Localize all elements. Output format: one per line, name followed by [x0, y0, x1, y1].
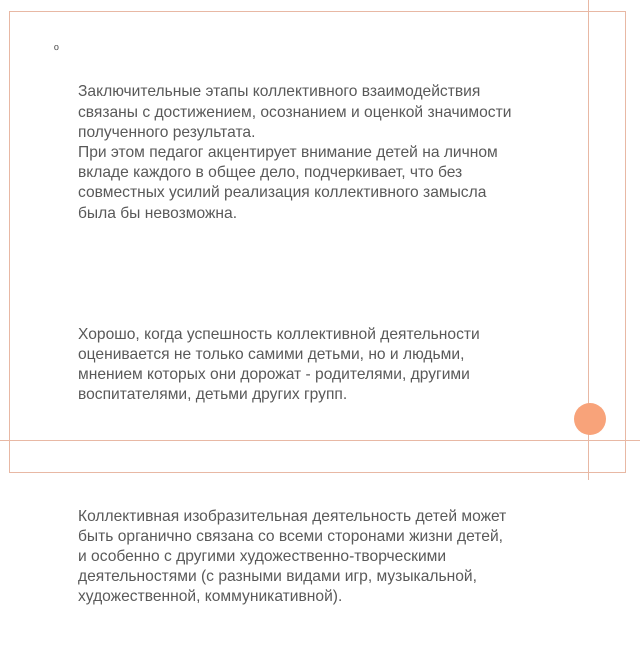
slide-content	[54, 42, 574, 648]
paragraph-spacer	[78, 446, 574, 466]
paragraph-3: Коллективная изобразительная деятельность детей может быть органично связана со всеми сторонами жизни детей, и особенно с другими художественно-творческими деятельностями (с разными видами игр, музыкальной, художественной, коммуникативной).	[78, 507, 507, 606]
paragraph-1: Заключительные этапы коллективного взаимодействия связаны с достижением, осознанием и оценкой значимости полученного результата. При этом педагог акцентирует внимание детей на личном вкладе каждого в общее дело, подчеркивает, что без совместных усилий реализация коллективного замысла была бы невозможна.	[78, 83, 512, 222]
text-block	[78, 42, 574, 648]
bullet-icon: º	[54, 42, 59, 57]
paragraph-2: Хорошо, когда успешность коллективной деятельности оценивается не только самими детьми, но и людьми, мнением которых они дорожат - родителями, другими воспитателями, детьми других групп.	[78, 325, 480, 404]
accent-circle	[574, 403, 606, 435]
paragraph-spacer	[78, 264, 574, 284]
